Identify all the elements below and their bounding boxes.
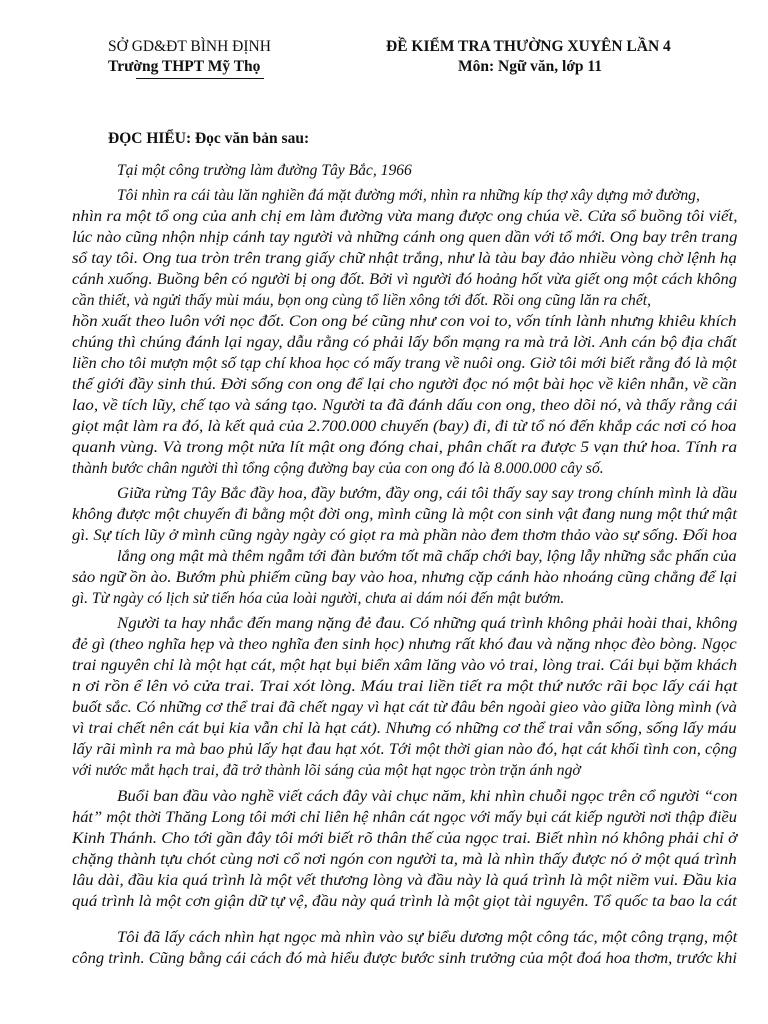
passage-line: Tại một công trường làm đường Tây Bắc, 1966 [117, 162, 412, 179]
passage-line: sảo ngữ ồn ào. Bướm phù phiếm cũng bay vào hoa, nhưng cặp cánh hào nhoáng cũng chẳng để lại [72, 569, 737, 586]
passage-line: không được một chuyến đi bằng một đời ong, mình cũng là một con sinh vật đang nung một thứ mật [72, 506, 738, 523]
department-name: SỞ GD&ĐT BÌNH ĐỊNH [108, 38, 271, 55]
passage-line: n ơi rồn ể lên vỏ cửa trai. Trai xót lòng. Máu trai liền tiết ra một thứ nước rãi bọc lấy cái hạt [72, 678, 738, 695]
passage-line: lúc nào cũng nhộn nhịp cánh tay người và những cánh ong quen dần với tổ mới. Ong bay trên trang [72, 229, 738, 246]
subject-line: Môn: Ngữ văn, lớp 11 [458, 58, 603, 75]
passage-line: trai nguyên chỉ là một hạt cát, một hạt bụi biển xâm lăng vào vỏ trai, lòng trai. Cái bụi bặm khách [72, 657, 738, 674]
passage-line: chúng thì chúng đánh lại ngay, dẫu rằng có phải lấy bổn mạng ra mà trả lời. Anh cán bộ địa chất [72, 334, 737, 351]
passage-line: Buổi ban đầu vào nghề viết cách đây vài chục năm, khi nhìn chuỗi ngọc trên cổ người “con [117, 788, 738, 805]
passage-line: Tôi đã lấy cách nhìn hạt ngọc mà nhìn vào sự biểu dương một công tác, một công trạng, một [117, 929, 738, 946]
passage-line: với nước mắt hạch trai, đã trở thành lõi sáng của một hạt ngọc tròn trặn ánh ngờ [72, 762, 581, 779]
passage-line: lao, về tích lũy, chế tạo và sáng tạo. Người ta đã đánh dấu con ong, theo dõi nó, và thấy rằng cái [72, 397, 738, 414]
passage-line: công trình. Cũng bằng cái cách đó mà hiểu được bước sinh trưởng của một đoá hoa thơm, trước khi [72, 950, 737, 967]
passage-line: nhìn ra một tổ ong của anh chị em làm đường vừa mang được ong chúa về. Cửa sổ buồng tôi viết, [72, 208, 738, 225]
passage-line: Tôi nhìn ra cái tàu lăn nghiền đá mặt đường mới, nhìn ra những kíp thợ xây dựng mở đường, [117, 187, 700, 204]
section-heading [108, 130, 309, 148]
passage-line: lấy rãi mình ra mà bao phủ lấy hạt đau hạt xót. Tới một thời gian nào đó, hạt cát khối tình con, cộng [72, 741, 737, 758]
passage-line: quanh vùng. Và trong một nửa lít mật ong đóng chai, phân chất ra được 5 vạn thứ hoa. Tính ra [72, 439, 738, 456]
exam-title: ĐỀ KIỂM TRA THƯỜNG XUYÊN LẦN 4 [386, 38, 671, 55]
passage-line: gì. Từ ngày có lịch sử tiến hóa của loài người, chưa ai dám nói đến mật bướm. [72, 590, 565, 607]
passage-line: quá trình là một cơn giận dữ tự vệ, đầu này quá trình là một giọt tài nguyên. Tổ quốc ta bao la cát [72, 893, 737, 910]
passage-line: buốt sắc. Có những cơ thể trai đã chết ngay vì hạt cát từ đâu bên ngoài gieo vào giữa lòng mình (và [72, 699, 737, 716]
school-name: Trường THPT Mỹ Thọ [108, 58, 261, 75]
passage-line: Giữa rừng Tây Bắc đầy hoa, đầy bướm, đầy ong, cái tôi thấy say say trong chính mình là dầu [117, 485, 738, 502]
passage-line: liền cho tôi mượn một số tạp chí khoa học có mấy trang về nuôi ong. Giờ tôi mới biết rằng đó là một [72, 355, 737, 372]
passage-line: gì. Sự tích lũy ở mình cũng ngày ngày có giọt ra mà phần nào đem thơm thảo vào sự sống. Đối hoa [72, 527, 738, 544]
passage-line: Kinh Thánh. Cho tới gần đây tôi mới biết rõ thân thế của ngọc trai. Biết nhìn nó không phải chỉ ở [72, 830, 738, 847]
passage-line: Người ta hay nhắc đến mang nặng đẻ đau. Có những quá trình không phải hoài thai, không [117, 615, 738, 632]
passage-line: thế giới đầy sinh thú. Đời sống con ong để lại cho người đọc nó một bài học về kiên nhẫn, về cần [72, 376, 737, 393]
passage-line: sổ tay tôi. Ong tua tròn trên trang giấy chữ nhật trắng, như là tàu bay đảo nhiều vòng chờ lệnh hạ [72, 250, 737, 267]
passage-line: hồn xuất theo luôn với nọc đốt. Con ong bé cũng như con voi to, vốn tính lành nhưng khiêu khích [72, 313, 737, 330]
passage-line: hát” một thời Thăng Long tôi mới chỉ liên hệ nhân cát ngọc với mấy bụi cát kiếp người nơi thập điều [72, 809, 737, 826]
passage-line: lâu dài, đầu kia quá trình là một vết thương lòng và đầu này là quá trình là một niềm vui. Đầu kia [72, 872, 737, 889]
passage-line: thành bước chân người thì tổng cộng đường bay của con ong đó là 8.000.000 cây số. [72, 460, 604, 477]
passage-line: cần thiết, và ngửi thấy mùi máu, bọn ong cùng tổ liền xông tới đốt. Rồi ong cũng lăn ra chết, [72, 292, 651, 309]
section-label: ĐỌC HIỂU: [108, 130, 192, 147]
passage-line: lắng ong mật mà thêm ngẫm tới đàn bướm tốt mã chấp chới bay, lộng lẫy những sắc phấn của [117, 548, 737, 565]
passage-line: chặng thành tựu chót cùng nơi cổ nơi ngón con người ta, mà là nhìn thấy được nó ở một quá trình [72, 851, 737, 868]
passage-line: vì trai chết nên cát bụi kia vẫn chỉ là hạt cát). Nhưng có những cơ thể trai vẫn sống, sống lấy máu [72, 720, 737, 737]
passage-line: đẻ gì (theo nghĩa hẹp và theo nghĩa đen sinh học) nhưng rất khó đau và nặng nhọc đèo bòng. Ngọc [72, 636, 737, 653]
passage-line: cánh xuống. Buồng bên có người bị ong đốt. Bởi vì người đó hoảng hốt vừa giết ong một cách không [72, 271, 737, 288]
section-instruction: Đọc văn bản sau: [194, 130, 310, 147]
passage-line: giọt mật làm ra đó, là kết quả của 2.700.000 chuyến (bay) đi, đi từ tổ nó đến khắp các nơi có hoa [72, 418, 737, 435]
header-underline [136, 78, 264, 79]
